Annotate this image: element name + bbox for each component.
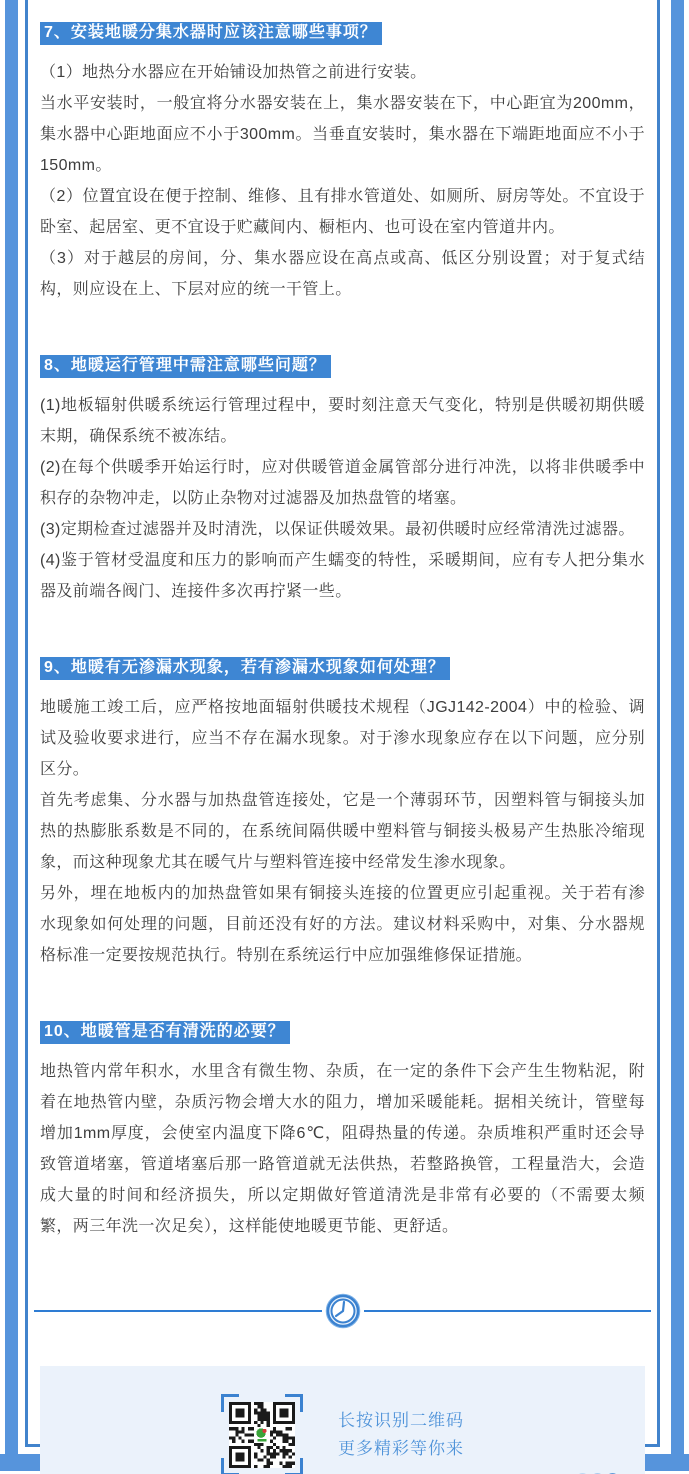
answer-paragraph: (4)鉴于管材受温度和压力的影响而产生蠕变的特性，采暖期间，应有专人把分集水器及前端各阀门、连接件多次再拧紧一些。 — [40, 552, 645, 600]
answer-paragraph: （3）对于越层的房间，分、集水器应设在高点或高、低区分别设置；对于复式结构，则应设在上、下层对应的统一干管上。 — [40, 250, 645, 298]
answer-paragraph: 首先考虑集、分水器与加热盘管连接处，它是一个薄弱环节，因塑料管与铜接头加热的热膨胀系数是不同的，在系统间隔供暖中塑料管与铜接头极易产生热胀冷缩现象，而这种现象尤其在暖气片与塑料管连接中经常发生渗水现象。 — [40, 792, 645, 871]
faq-section — [40, 1021, 645, 1242]
qr-captions — [338, 1407, 464, 1463]
answer-paragraph: (3)定期检查过滤器并及时清洗，以保证供暖效果。最初供暖时应经常清洗过滤器。 — [40, 521, 635, 538]
answer-paragraph: 地热管内常年积水，水里含有微生物、杂质，在一定的条件下会产生生物粘泥，附着在地热管内壁，杂质污物会增大水的阻力，增加采暖能耗。据相关统计，管壁每增加1mm厚度，会使室内温度下降6℃，阻碍热量的传递。杂质堆积严重时还会导致管道堵塞，管道堵塞后那一路管道就无法供热，若整路换管，工程量浩大，会造成大量的时间和经济损失，所以定期做好管道清洗是非常有必要的（不需要太频繁，两三年洗一次足矣），这样能使地暖更节能、更舒适。 — [40, 1063, 645, 1235]
qr-caption-line2: 更多精彩等你来 — [338, 1439, 464, 1458]
qr-scan-frame — [221, 1394, 303, 1474]
answer-paragraph: （2）位置宜设在便于控制、维修、且有排水管道处、如厕所、厨房等处。不宜设于卧室、起居室、更不宜设于贮藏间内、橱柜内、也可设在室内管道井内。 — [40, 188, 645, 236]
answer-block — [40, 390, 645, 607]
answer-block — [40, 57, 645, 305]
question-heading: 10、地暖管是否有清洗的必要？ — [40, 1021, 290, 1044]
clock-icon — [324, 1292, 362, 1330]
divider-line-left — [34, 1310, 322, 1312]
question-heading: 9、地暖有无渗漏水现象，若有渗漏水现象如何处理？ — [40, 657, 450, 680]
faq-section — [40, 22, 645, 305]
faq-section — [40, 355, 645, 607]
inner-border-frame — [25, 0, 660, 1458]
question-heading: 7、安装地暖分集水器时应该注意哪些事项？ — [40, 22, 382, 45]
answer-paragraph: (1)地板辐射供暖系统运行管理过程中，要时刻注意天气变化，特别是供暖初期供暖末期，确保系统不被冻结。 — [40, 397, 645, 445]
answer-paragraph: (2)在每个供暖季开始运行时，应对供暖管道金属管部分进行冲洗，以将非供暖季中积存的杂物冲走，以防止杂物对过滤器及加热盘管的堵塞。 — [40, 459, 645, 507]
left-border-stripe — [5, 0, 18, 1470]
faq-section — [40, 657, 645, 971]
section-divider — [34, 1292, 651, 1330]
answer-block — [40, 692, 645, 971]
right-border-stripe — [671, 0, 684, 1470]
question-heading: 8、地暖运行管理中需注意哪些问题？ — [40, 355, 331, 378]
qr-code[interactable] — [229, 1402, 295, 1468]
divider-line-right — [364, 1310, 652, 1312]
answer-paragraph: 地暖施工竣工后，应严格按地面辐射供暖技术规程（JGJ142-2004）中的检验、调试及验收要求进行，应当不存在漏水现象。对于渗水现象应存在以下问题，应分别区分。 — [40, 699, 645, 778]
qr-panel — [40, 1366, 645, 1474]
faq-sections — [40, 22, 645, 1242]
answer-block — [40, 1056, 645, 1242]
answer-paragraph: 另外，埋在地板内的加热盘管如果有铜接头连接的位置更应引起重视。关于若有渗水现象如何处理的问题，目前还没有好的方法。建议材料采购中，对集、分水器规格标准一定要按规范执行。特别在系统运行中应加强维修保证措施。 — [40, 885, 645, 964]
answer-paragraph: （1）地热分水器应在开始铺设加热管之前进行安装。 — [40, 64, 427, 81]
qr-caption-line1: 长按识别二维码 — [338, 1411, 464, 1430]
answer-paragraph: 当水平安装时，一般宜将分水器安装在上，集水器安装在下，中心距宜为200mm，集水器中心距地面应不小于300mm。当垂直安装时，集水器在下端距地面应不小于150mm。 — [40, 95, 645, 174]
